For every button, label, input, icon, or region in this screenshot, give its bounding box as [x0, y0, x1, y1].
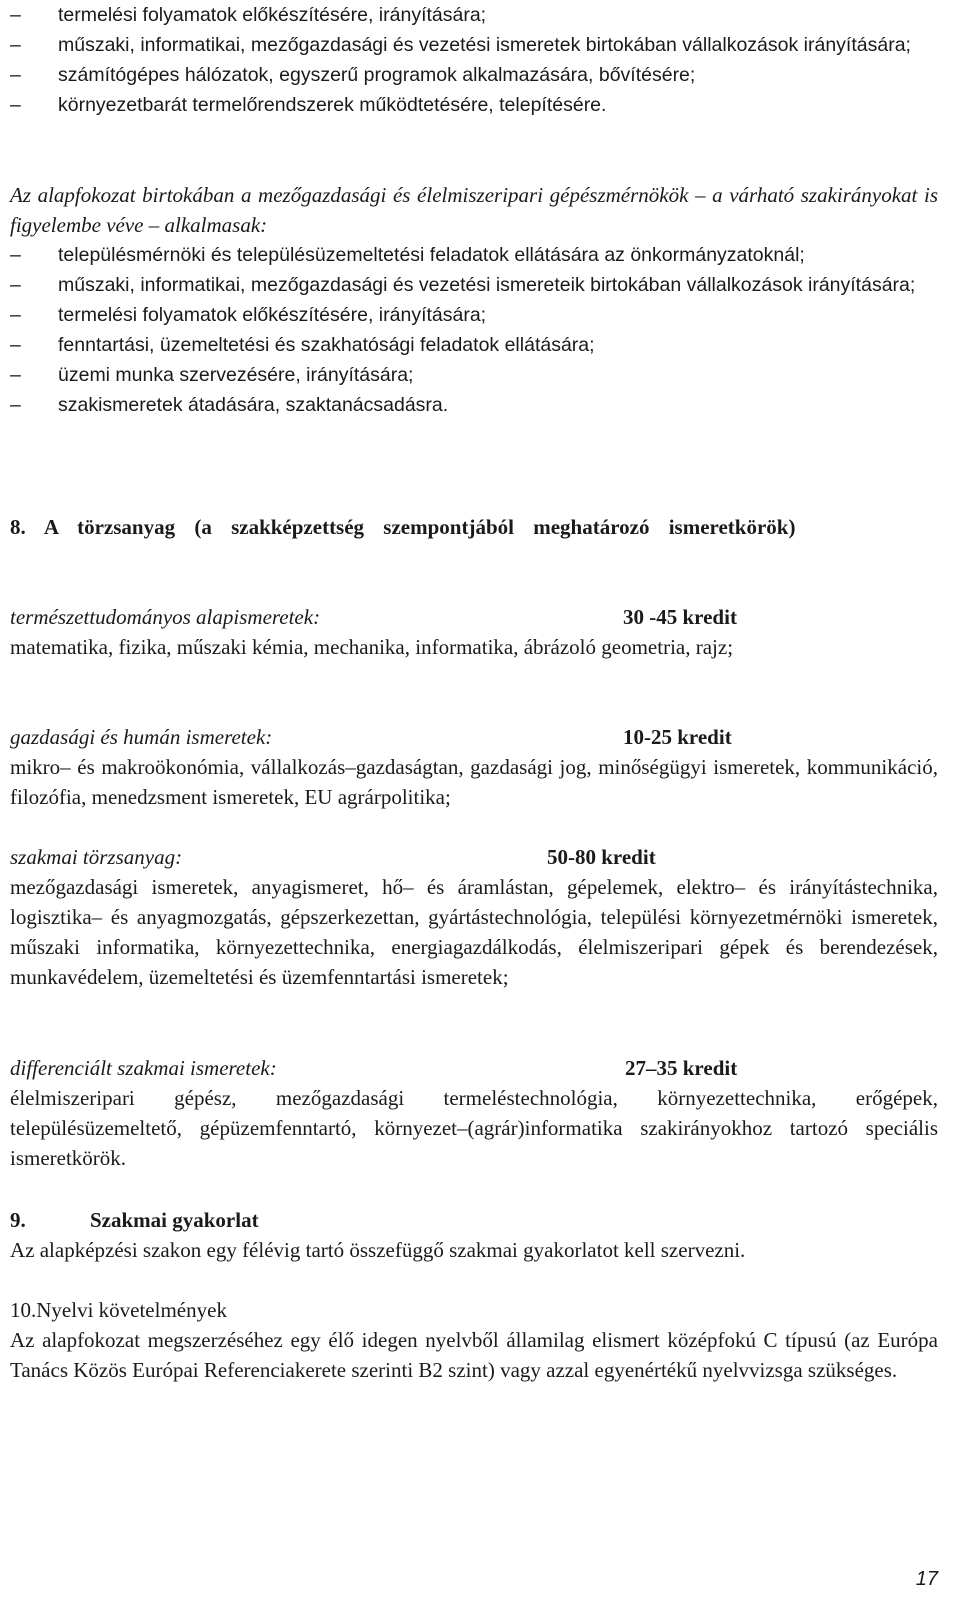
intro-paragraph: Az alapfokozat birtokában a mezőgazdasági és élelmiszeripari gépészmérnökök – a várható szakirányokat is figyelembe véve – alkalmasak: — [10, 183, 938, 237]
dash-bullet: – — [10, 4, 21, 26]
list-item-text: műszaki, informatikai, mezőgazdasági és vezetési ismeretek birtokában vállalkozások irányítására; — [58, 34, 911, 56]
credit-group-label: gazdasági és humán ismeretek: — [10, 725, 273, 749]
dash-bullet: – — [10, 304, 21, 326]
list-item-text: termelési folyamatok előkészítésére, irányítására; — [58, 304, 487, 326]
dash-bullet: – — [10, 364, 21, 386]
list-item-text: szakismeretek átadására, szaktanácsadásra. — [58, 394, 449, 416]
credit-group-text: mikro– és makroökonómia, vállalkozás–gazdaságtan, gazdasági jog, minőségügyi ismeretek, kommunikáció, filozófia, menedzsment ismeretek, EU agrárpolitika; — [10, 755, 938, 809]
credit-group — [10, 722, 938, 812]
section-9 — [10, 1205, 938, 1265]
list-item-text: településmérnöki és településüzemeltetési feladatok ellátására az önkormányzatoknál; — [58, 244, 805, 266]
list-item-text: műszaki, informatikai, mezőgazdasági és vezetési ismereteik birtokában vállalkozások irányítására; — [58, 274, 916, 296]
section-10 — [10, 1295, 938, 1385]
list-item-text: termelési folyamatok előkészítésére, irányítására; — [58, 4, 487, 26]
credit-value: 30 -45 kredit — [623, 605, 737, 629]
credit-value: 50-80 kredit — [547, 845, 656, 869]
list-item-text: fenntartási, üzemeltetési és szakhatósági feladatok ellátására; — [58, 334, 595, 356]
list-item — [10, 60, 938, 90]
credit-value: 10-25 kredit — [623, 725, 732, 749]
list-item — [10, 270, 938, 300]
dash-bullet: – — [10, 394, 21, 416]
top-bullet-list — [10, 0, 938, 120]
list-item — [10, 390, 938, 420]
dash-bullet: – — [10, 94, 21, 116]
section-9-number: 9. — [10, 1208, 26, 1232]
list-item-text: számítógépes hálózatok, egyszerű programok alkalmazására, bővítésére; — [58, 64, 696, 86]
page-number: 17 — [915, 1568, 938, 1590]
list-item — [10, 330, 938, 360]
dash-bullet: – — [10, 334, 21, 356]
credit-group-label: természettudományos alapismeretek: — [10, 605, 321, 629]
section-10-title: 10.Nyelvi követelmények — [10, 1298, 227, 1322]
section-9-title: Szakmai gyakorlat — [90, 1208, 259, 1232]
list-item — [10, 30, 938, 60]
list-item — [10, 0, 938, 30]
list-item-text: üzemi munka szervezésére, irányítására; — [58, 364, 414, 386]
credit-group — [10, 842, 938, 992]
dash-bullet: – — [10, 64, 21, 86]
list-item — [10, 90, 938, 120]
credit-group-label: differenciált szakmai ismeretek: — [10, 1056, 277, 1080]
list-item-text: környezetbarát termelőrendszerek működtetésére, telepítésére. — [58, 94, 607, 116]
list-item — [10, 300, 938, 330]
second-bullet-list — [10, 240, 938, 420]
list-item — [10, 360, 938, 390]
list-item — [10, 240, 938, 270]
dash-bullet: – — [10, 244, 21, 266]
dash-bullet: – — [10, 34, 21, 56]
section-10-text: Az alapfokozat megszerzéséhez egy élő idegen nyelvből államilag elismert középfokú C típusú (az Európa Tanács Közös Európai Referenciakerete szerinti B2 szint) vagy azzal egyenértékű nyelvvizsga szükséges. — [10, 1328, 938, 1382]
credit-group-text: matematika, fizika, műszaki kémia, mechanika, informatika, ábrázoló geometria, rajz; — [10, 635, 734, 659]
credit-group — [10, 1053, 938, 1173]
credit-group-text: mezőgazdasági ismeretek, anyagismeret, hő– és áramlástan, gépelemek, elektro– és irányítástechnika, logisztika– és anyagmozgatás, gépszerkezettan, gyártástechnológia, települési környezetmérnöki ismeretek, műszaki informatika, környezettechnika, energiagazdálkodás, élelmiszeripari gépek és berendezések, munkavédelem, üzemeltetési és üzemfenntartási ismeretek; — [10, 875, 938, 989]
credit-group-label: szakmai törzsanyag: — [10, 845, 183, 869]
credit-group-text: élelmiszeripari gépész, mezőgazdasági termeléstechnológia, környezettechnika, erőgépek, településüzemeltető, gépüzemfenntartó, környezet–(agrár)informatika szakirányokhoz tartozó speciális ismeretkörök. — [10, 1086, 938, 1170]
dash-bullet: – — [10, 274, 21, 296]
credit-value: 27–35 kredit — [625, 1056, 738, 1080]
section-8-title: 8. A törzsanyag (a szakképzettség szempontjából meghatározó ismeretkörök) — [10, 515, 796, 539]
credit-group — [10, 602, 938, 662]
section-9-text: Az alapképzési szakon egy félévig tartó összefüggő szakmai gyakorlatot kell szervezni. — [10, 1238, 746, 1262]
